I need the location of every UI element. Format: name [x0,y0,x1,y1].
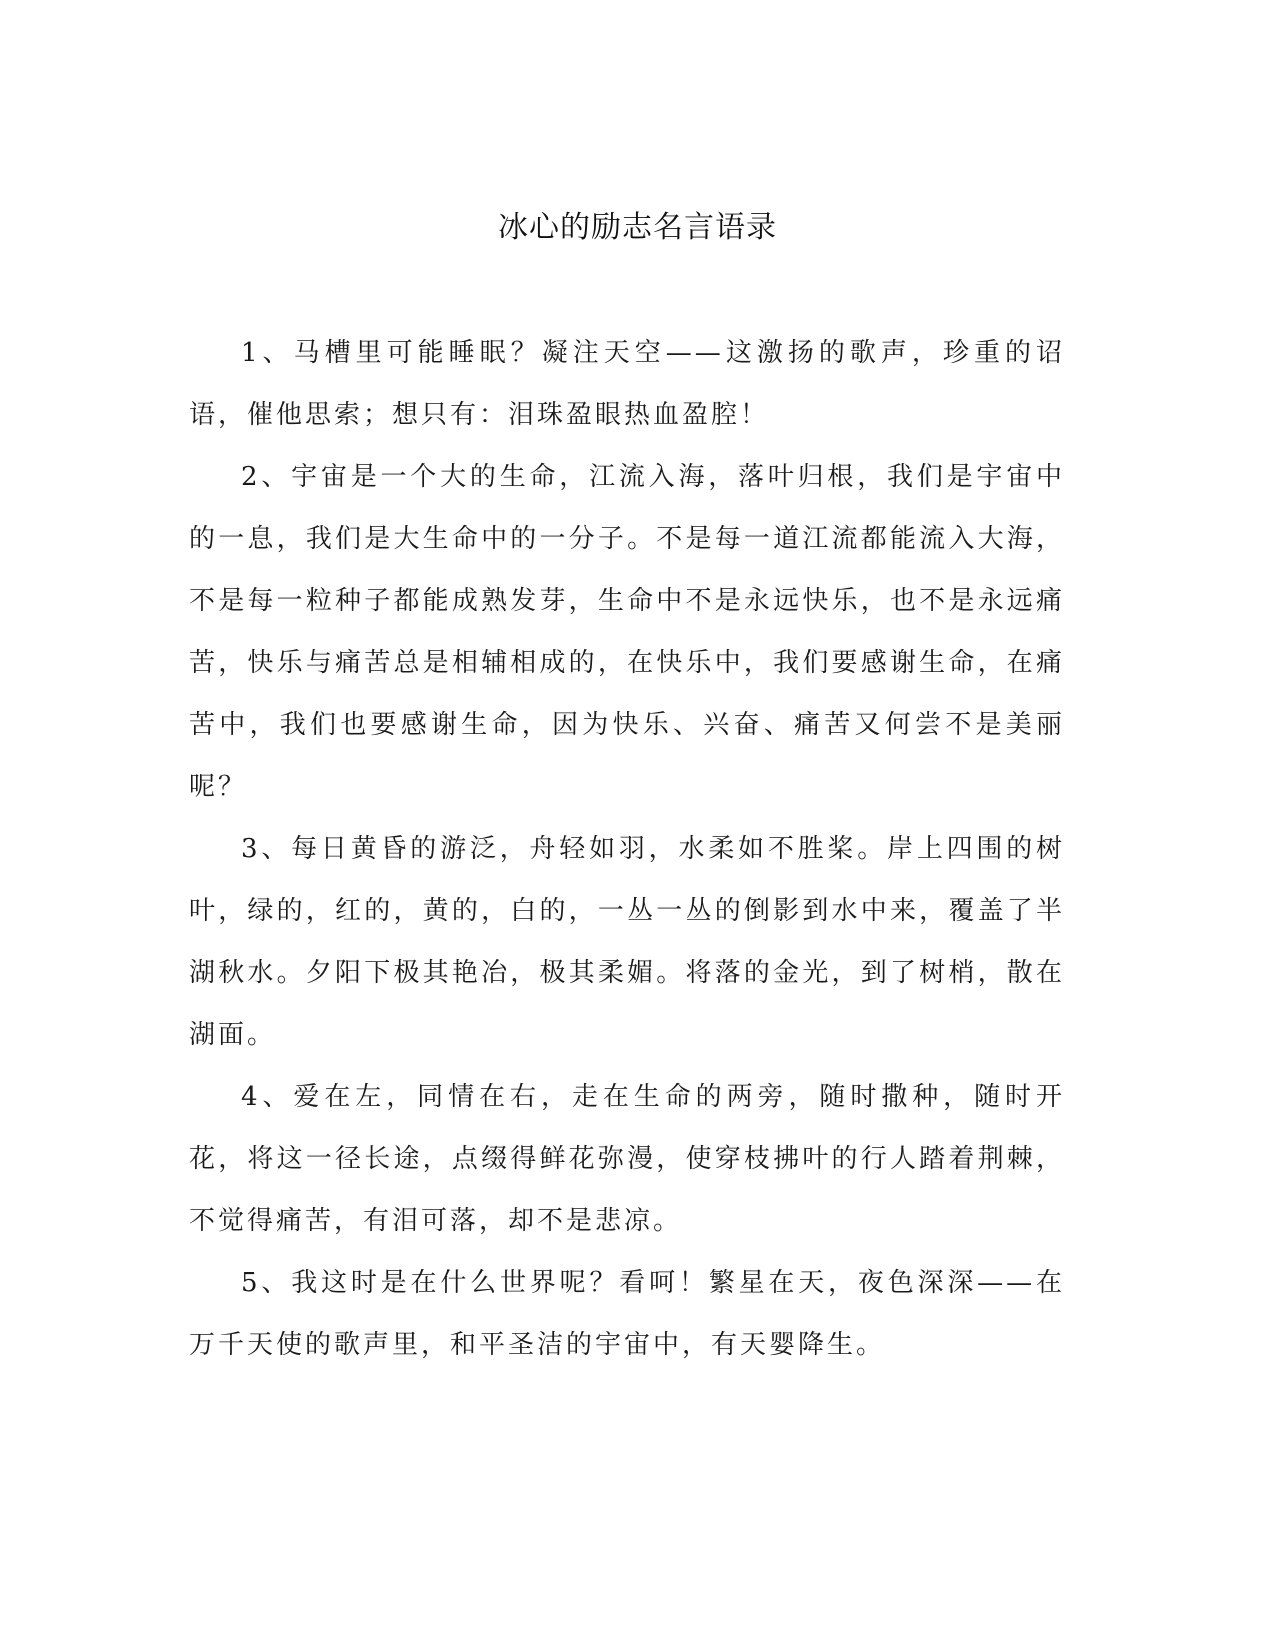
quote-paragraph-5: 5、我这时是在什么世界呢？看呵！繁星在天，夜色深深——在万千天使的歌声里，和平圣洁的宇宙中，有天婴降生。 [189,1268,1065,1360]
quote-paragraph-4: 4、爱在左，同情在右，走在生命的两旁，随时撒种，随时开花，将这一径长途，点缀得鲜花弥漫，使穿枝拂叶的行人踏着荆棘，不觉得痛苦，有泪可落，却不是悲凉。 [189,1082,1065,1236]
quote-paragraph-3: 3、每日黄昏的游泛，舟轻如羽，水柔如不胜桨。岸上四围的树叶，绿的，红的，黄的，白的，一丛一丛的倒影到水中来，覆盖了半湖秋水。夕阳下极其艳冶，极其柔媚。将落的金光，到了树梢，散在湖面。 [189,834,1065,1050]
document-body [189,322,1065,1376]
document-title: 冰心的励志名言语录 [498,210,777,245]
quote-paragraph-2: 2、宇宙是一个大的生命，江流入海，落叶归根，我们是宇宙中的一息，我们是大生命中的一分子。不是每一道江流都能流入大海，不是每一粒种子都能成熟发芽，生命中不是永远快乐，也不是永远痛苦，快乐与痛苦总是相辅相成的，在快乐中，我们要感谢生命，在痛苦中，我们也要感谢生命，因为快乐、兴奋、痛苦又何尝不是美丽呢？ [189,462,1065,802]
quote-paragraph-1: 1、马槽里可能睡眠？凝注天空——这激扬的歌声，珍重的诏语，催他思索；想只有：泪珠盈眼热血盈腔！ [189,338,1065,430]
